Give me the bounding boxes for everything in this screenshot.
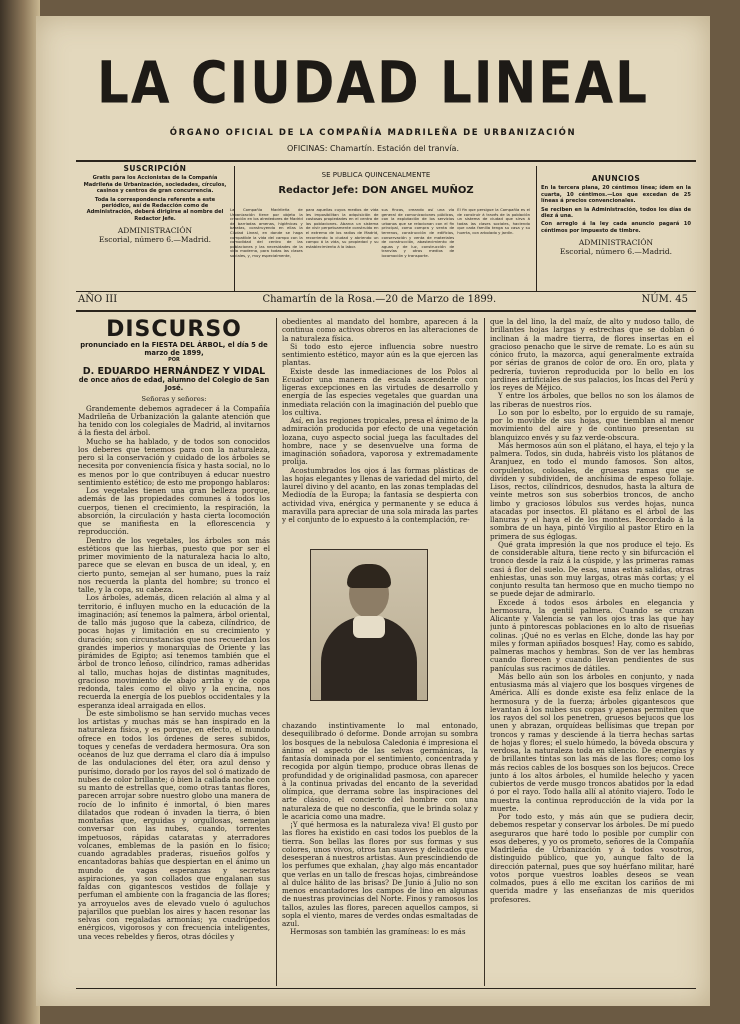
article-column-3	[490, 318, 694, 988]
mini-columns	[230, 208, 530, 288]
dateline-rule-bottom	[76, 310, 696, 312]
col2-paragraph: Existe desde las inmediaciones de los Polos al Ecuador una manera de escala ascendente con ligeras excepciones en las virtudes de desarrollo y energía de las especies vegetales que guardan una inmediata relación con la imaginación del pueblo que los cultiva.	[282, 366, 478, 417]
col2-paragraph: Si todo esto ejerce influencia sobre nuestro sentimiento estético, mayor aún es la que ejercen las plantas.	[282, 341, 478, 368]
col2-paragraph: Así, en las regiones tropicales, presa el ánimo de la admiración producida por efecto de una vegetación lozana, cuyo aspecto social juega las facultades del hombre, nace y se desenvuelve una forma de imaginación soñadora, vaporosa y extremadamente prolija.	[282, 416, 478, 467]
col3-paragraph: Y entre los árboles, que bellos no son los álamos de las riberas de nuestros ríos.	[490, 391, 694, 409]
col3-paragraph: que la del lino, la del maíz, de alto y nudoso tallo, de brillantes hojas largas y estrechas que se doblan ó inclinan á la madre tierra, de flores insertas en el gracioso penacho que le sirve de remate. Lo es aún su cónico fruto, la mazorca, aquí generalmente extraída por sérias de granos de color de oro. En oro, plata y pedrería, tuvieron reproducida por lo bello en los jardines artificiales de sus palacios, los Incas del Perú y los reyes de Méjico.	[490, 318, 694, 392]
suscripcion-title: SUSCRIPCIÓN	[123, 164, 187, 173]
col3-paragraph: Excede á todos esos árboles en elegancia y hermosura, la gentil palmera. Cuando se cruzan Alicante y Valencia se van los ojos tras las que hay junto á pintorescas poblaciones en lo alto de risueñas colinas. ¡Qué no es verlas en Elche, donde las hay por miles y forman apiñados bosques! Hay, como es sabido, palmeras machos y hembras. Son de ver las hembras cuando florecen y cuando llevan pendientes de sus panículas sus racimos de dátiles.	[490, 597, 694, 673]
column-divider-1	[276, 318, 277, 986]
bottom-rule	[76, 988, 696, 989]
dateline-rule-top	[76, 291, 696, 292]
column-divider-2	[484, 318, 485, 986]
article-salutation: Señoras y señores:	[141, 395, 207, 404]
mini-col-3: sus fincas, creando así una vía general de comunicaciones públicas, con la explotación de los servicios urbanos que se relacionan con el fin principal, como compra y venta de terrenos, construcción de edificios, conservación y venta de materiales de construcción, abastecimiento de aguas y de luz, construcción de tranvías y otros medios de locomoción y transporte.	[381, 208, 455, 258]
suscripcion-text-1: Gratis para los Accionistas de la Compañía Madrileña de Urbanización, sociedades, círculos, casinos y centros de gran concurrencia.	[83, 175, 227, 195]
header-rule-top	[76, 160, 696, 162]
col2-paragraph: obedientes al mandato del hombre, aparecen á la continua como activos obreros en las alteraciones de la naturaleza física.	[282, 318, 478, 343]
article-subtitle: pronunciado en la FIESTA DEL ÁRBOL, el día 5 de marzo de 1899,	[80, 341, 268, 357]
article-author: D. EDUARDO HERNÁNDEZ Y VIDAL	[82, 365, 266, 377]
col3-paragraph: Lo son por lo esbelto, por lo erguido de su ramaje, por lo movible de sus hojas, que tiemblan al menor movimiento del aire y de continuo presentan su blanquizco envés y su faz verde-obscura.	[490, 407, 694, 442]
col2-paragraph: chazando instintivamente lo mal entonado, desequilibrado ó deforme. Donde arrojan su sombra los bosques de la nebulosa Caledonia é impresiona el ánimo el aspecto de las selvas germánicas, la fantasía dominada por el sentimiento, concentrada y recogida por algún tiempo, produce obras llenas de profundidad y de originalidad pasmosa, con aparecer á la continua privadas del encanto de la severidad olímpica, que derrama sobre las inspiraciones del arte clásico, el concierto del hombre con una naturaleza de que no desconfía, que le brinda solaz y le acaricia como una madre.	[282, 722, 478, 821]
newspaper-page	[36, 16, 710, 1006]
col1-paragraph: Mucho se ha hablado, y de todos son conocidos los deberes que tenemos para con la naturaleza, pero si la conservación y cuidado de los árboles se necesita por conveniencia física y hasta social, no lo es menos por lo que contribuyen á educar nuestro sentimiento estético; de esto me propongo hablaros:	[78, 436, 270, 487]
anuncios-text-1: En la tercera plana, 20 céntimos línea; ídem en la cuarta, 10 céntimos.—Los que excedan de 25 líneas á precios convencionales.	[541, 185, 691, 205]
col1-paragraph: Grandemente debemos agradecer á la Compañía Madrileña de Urbanización la galante atención que ha tenido con los colegiales de Madrid, al invitarnos á la fiesta del árbol.	[78, 403, 270, 438]
portrait-hair	[347, 564, 391, 588]
anuncios-title: ANUNCIOS	[591, 174, 641, 183]
col1-paragraph: De este simbolismo se han servido muchas veces los artistas y muchas más se han inspirado en la naturaleza física, y es porque, en efecto, el mundo ofrece en todos los órdenes de seres subidos, toques y cenefas de verdadera hermosura. Ora son océanos de luz que derrama el claro día á impulso de las ondulaciones del éter, ora azul denso y purísimo, dorado por los rayos del sol ó matizado de nubes de color brillante; ó bien la callada noche con su manto de estrellas que, como otras tantas flores, parecen arrojar sobre nuestro globo una manera de rocío de lo infinito é inmortal, ó bien mares dilatados que rodean ó invaden la tierra, ó bien montañas que, erguidas y orgullosas, semejan conversar con las nubes, cuando, torrentes impetuosos, rápidas cataratas y aterradores volcanes, emblemas de la pasión en lo físico; cuando agradables praderas, risueños golfos y encantadoras bahías que despiertan en el ánimo un mundo de vagas esperanzas y secretas aspiraciones, ya son collados que engalanan sus faldas con gigantescos vestidos de follaje y perfuman el ambiente con la fragancia de las flores; ya arroyuelos aves de elevado vuelo ó aguluchos pajarillos que pueblan los aires y hacen resonar las selvas con regaladas armonías; ya cuadrúpedos enérgicos, vigorosos y con frecuencia inteligentes, una veces rebeldes y fieros, otras dóciles y	[78, 708, 270, 941]
suscripcion-text-2: Toda la correspondencia referente a este periódico, así de Redacción como de Administración, deberá dirigirse al nombre del Redactor Jefe.	[86, 196, 224, 222]
article-title: DISCURSO	[106, 318, 242, 342]
header-divider-right	[536, 166, 537, 292]
publica-line: SE PUBLICA QUINCENALMENTE	[321, 171, 431, 179]
dateline	[78, 294, 688, 305]
book-spine	[0, 0, 40, 1024]
masthead-title: LA CIUDAD LINEAL	[97, 49, 649, 117]
redactor-line: Redactor Jefe: DON ANGEL MUÑOZ	[278, 185, 474, 196]
col2-paragraph: Acostumbrados los ojos á las formas plásticas de las hojas elegantes y llenas de variedad del mirto, del laurel divino y del acanto, en las zonas templadas del Mediodía de la Europa; la fantasía se despierta con actividad viva, enérgica y permanente y se educa á maravilla para apreciar de una sola mirada las partes y el conjunto de lo expuesto á la contemplación, re-	[282, 465, 478, 524]
anuncios-text-2: Se reciben en la Administración, todos los días de diez á una.	[541, 206, 691, 220]
col2-paragraph: ¡Y qué hermosa es la naturaleza viva! El gusto por las flores ha existido en casi todos los pueblos de la tierra. Son bellas las flores por sus formas y sus colores, unos vivos, otros tan suaves y delicados que desesperan á nuestros artistas. Aun prescindiendo de los perfumes que exhalan, ¿hay algo más encantador que verlas en un tallo de frescas hojas, cimbreándose al dulce hálito de las brisas? De Junio á Julio no son menos encantadores los campos de lino en algunas de nuestras provincias del Norte. Finos y ramosos los tallos, azules las flores, parecen aquellos campos, si sopla el viento, mares de verdes ondas esmaltadas de azul.	[282, 820, 478, 928]
anuncios-admin: ADMINISTRACIÓN	[578, 238, 654, 248]
anuncios-box	[541, 176, 691, 256]
anuncios-text-3: Con arreglo á la ley cada anuncio pagará 10 céntimos por impuesto de timbre.	[541, 221, 691, 234]
col3-paragraph: Más bello aún son los árboles en conjunto, y nada entusiasma más al viajero que los bosques vírgenes de América. Allí es donde existe esa feliz enlace de la hermosura y de la fuerza; árboles gigantescos que levantan á los nubes sus copas y apenas permiten que los rayos del sol los penetren, gruesos bejucos que los unen y abrazan, orquídeas bellísimas que trepan por troncos y ramas y desciende á la tierra hechas sartas de hojas y flores; el suelo húmedo, la bóveda obscura y verdosa, la naturaleza toda en silencio. De energías y de brillantes tintas son las más de las flores; como los más recios cables de los bosques son los bejucos. Crece junto á los altos árboles, el humilde helecho y yacen cubiertos de verde musgo troncos abatidos por la edad ó por el rayo. Todo halla allí al atónito viajero. Todo le muestra la continua reproducción de la vida por la muerte.	[490, 671, 694, 813]
col1-paragraph: Los vegetales tienen una gran belleza porque, además de las propiedades comunes á todos los cuerpos, tienen el crecimiento, la respiración, la absorción, la circulación y hasta cierta locomoción que se manifiesta en la eflorescencia y reproducción.	[78, 486, 270, 537]
anuncios-address: Escorial, número 6.—Madrid.	[559, 247, 673, 257]
organ-subtitle: ÓRGANO OFICIAL DE LA COMPAÑÍA MADRILEÑA DE URBANIZACIÓN	[169, 128, 577, 138]
col1-paragraph: Dentro de los vegetales, los árboles son más estéticos que las hierbas, puesto que por ser el primer movimiento de la naturaleza hacia lo alto, parece que se elevan en busca de un ideal, y, en cierto punto, semejan al ser humano, pues la raíz nos recuerda la planta del hombre; su tronco el talle, y la copa, su cabeza.	[78, 535, 270, 595]
oficinas-line: OFICINAS: Chamartín. Estación del tranvía.	[287, 144, 459, 153]
suscripcion-box	[80, 166, 230, 244]
article-author-desc: de once años de edad, alumno del Colegio de San José.	[78, 376, 270, 392]
mini-col-4: El fin que persigue la Compañía es el de construir á través de la población un sistema de ciudad que sirva á todas las clases sociales, haciendo que cada familia tenga su casa y su huerta, con arbolado y jardín.	[457, 208, 530, 235]
article-column-1	[78, 318, 270, 988]
mini-col-2: para aquellas cuyos medios de vida les imposibilitan la adquisición de costosas propiedades en el centro de las poblaciones. Abarca un sistema de vivir perpetuamente construido en el extremo de los radios de Madrid, recorriendo la ciudad y abriendo un campo á la vida, su propiedad y su establecimiento á la labor.	[305, 208, 379, 249]
col3-paragraph: Qué grata impresión la que nos produce el tejo. Es de considerable altura, tiene recto y sin bifurcación el tronco desde la raíz á la cúspide, y las primeras ramas casi á flor del suelo. De esas, unas están salidas, otras enhiestas, unas son muy largas, otras más cortas; y el conjunto resulta tan hermoso que en mucho tiempo no se puede dejar de admirarlo.	[490, 539, 694, 599]
issue-number: NÚM. 45	[641, 294, 688, 305]
col3-paragraph: Más hermosos aún son el plátano, el haya, el tejo y la palmera. Todos, sin duda, habréis visto los plátanos de Aranjuez, en todo el mundo famosos. Son altos, corpulentos, colosales, de gruesas ramas que se dividen y subdividen, de anchísima de espeso follaje. Lisos, rectos, cilíndricos, desnudos, hasta la altura de veinte metros son sus soberbios troncos, de ancho limbo y graciosos lóbulos sus verdes hojas, nunca atacadas por insectos. El plátano es el árbol de las llanuras y el haya el de los montes. Recordado á la sombra de un haya, pintó Virgilio al pastor Etiro en la primera de sus églogas.	[490, 440, 694, 541]
col2-paragraph: Hermosas son también las gramíneas: lo es más	[290, 927, 466, 937]
col3-paragraph: Por todo esto, y más aún que se pudiera decir, debemos respetar y conservar los árboles. De mí puedo aseguraros que haré todo lo posible por cumplir con esos deberes, y yo os prometo, señores de la Compañía Madrileña de Urbanización y á todos vosotros, distinguido público, que yo, aunque falto de la dirección paternal, pues que soy huérfano militar, haré votos porque vuestros loables deseos se vean colmados, pues á ello me excitan los cariños de mi querida madre y las enseñanzas de mis queridos profesores.	[490, 812, 694, 904]
issue-date: Chamartín de la Rosa.—20 de Marzo de 1899.	[262, 294, 497, 305]
portrait-photo	[310, 549, 428, 701]
article-column-2-top	[282, 318, 478, 558]
mini-col-1: La Compañía Madrileña de Urbanización tiene por objeto la creación en los alrededores de Madrid de barriadas amenas, higiénicas y baratas, construyendo en ellas la Ciudad Lineal, en donde se haga compatible la vida del campo con la comodidad del centro de las poblaciones y las necesidades de la vida moderna, para todas las clases sociales, y, muy especialmente,	[230, 208, 303, 258]
col1-paragraph: Los árboles, además, dicen relación al alma y al territorio, é influyen mucho en la educación de la imaginación; así tenemos la palmera, árbol oriental, de tallo más jugoso que la cabeza, cilíndrico, de pocas hojas y limitación en su crecimiento y duración; son circunstancias que nos recuerdan los grandes imperios y monarquías de Oriente y las pirámides de Egipto; así tenemos también que el árbol de tronco leñoso, cilíndrico, ramas adheridas al tallo, muchas hojas de distintas magnitudes, gracioso movimiento de abajo arriba y de copa redonda, tales como el olivo y la encina, nos recuerda la energía de los pueblos occidentales y la esperanza ideal arraigada en ellos.	[78, 593, 270, 710]
issue-year: AÑO III	[78, 294, 118, 305]
suscripcion-address: Escorial, número 6.—Madrid.	[98, 235, 212, 245]
suscripcion-admin: ADMINISTRACIÓN	[117, 226, 193, 236]
article-column-2-bottom	[282, 722, 478, 986]
center-header	[226, 171, 526, 196]
article-por: POR	[168, 357, 180, 364]
portrait-bow	[353, 616, 385, 638]
